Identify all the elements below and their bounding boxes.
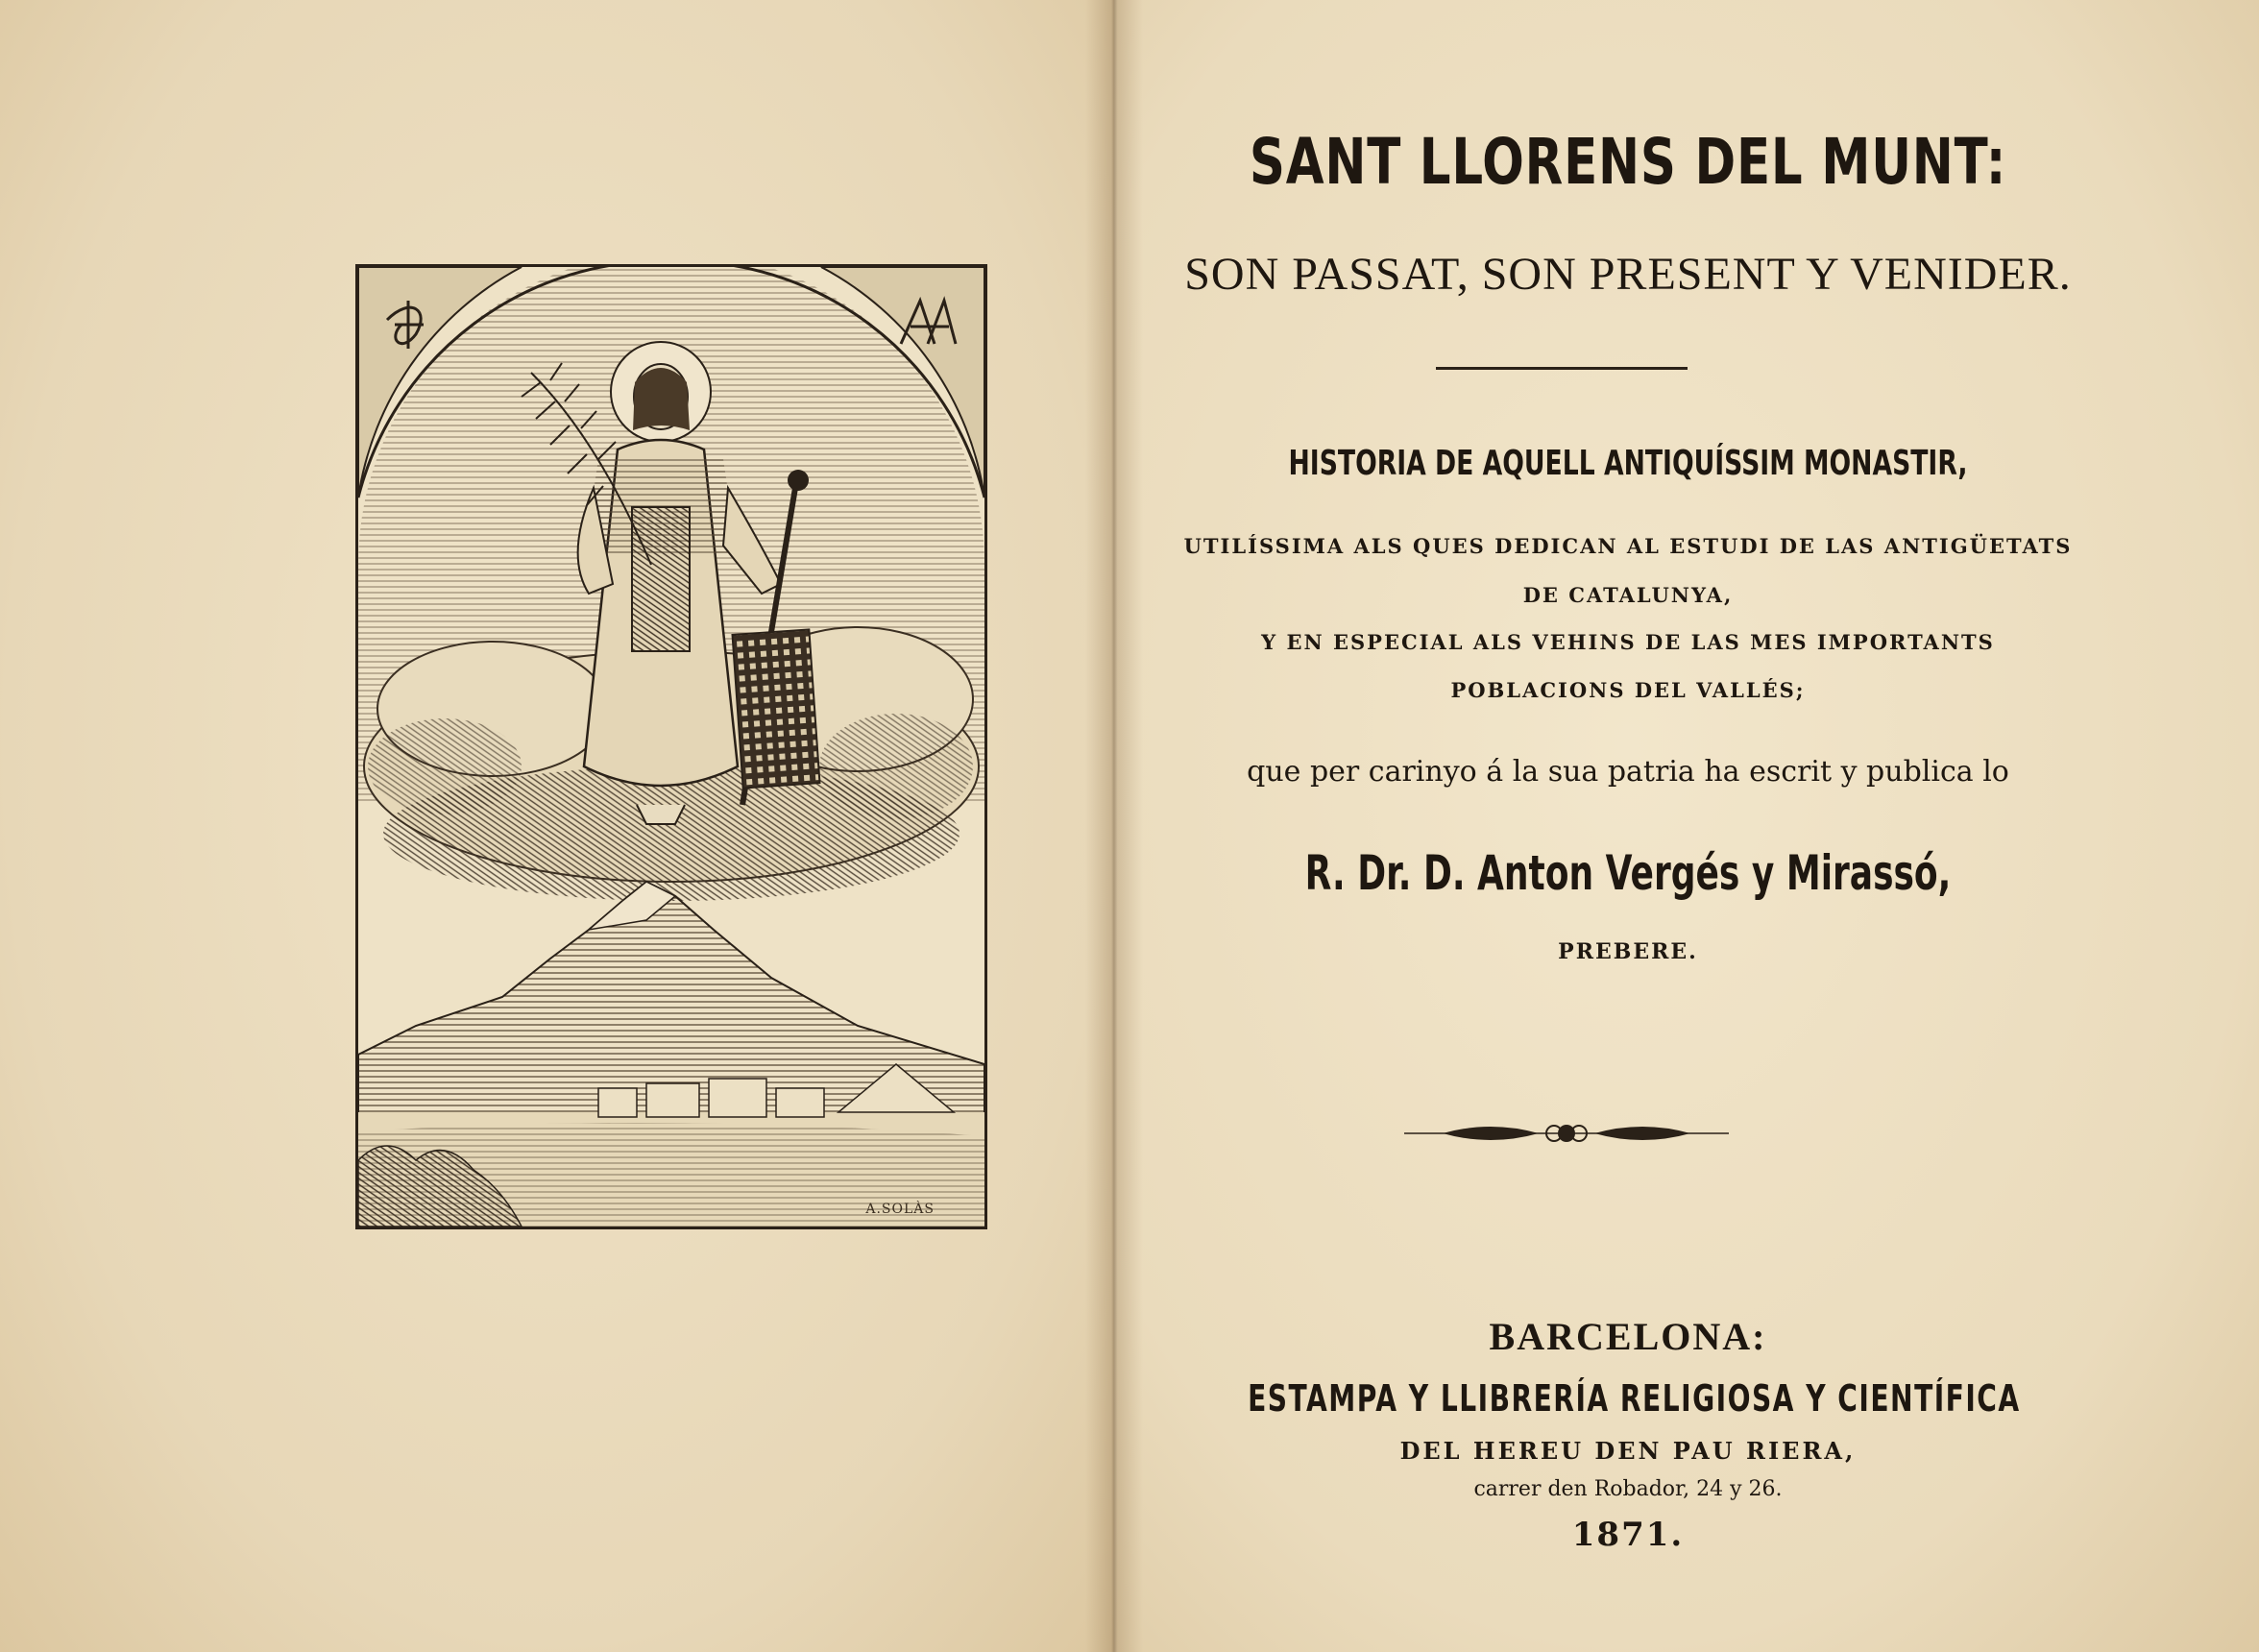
artist-signature: A.SOLÀS	[865, 1202, 935, 1217]
imprint-city: BARCELONA:	[1489, 1315, 1767, 1358]
frontispiece-engraving	[355, 264, 987, 1229]
usefulness-line-1: UTILÍSSIMA ALS QUES DEDICAN AL ESTUDI DE LAS ANTIGÜETATS	[1183, 534, 2073, 558]
saint-lawrence-engraving-art	[358, 267, 984, 1227]
usefulness-line-3: Y EN ESPECIAL ALS VEHINS DE LAS MES IMPORTANTS	[1261, 630, 1995, 654]
dedication-line: que per carinyo á la sua patria ha escrit y publica lo	[1247, 755, 2009, 789]
mountain-landscape	[358, 882, 984, 1227]
history-line: HISTORIA DE AQUELL ANTIQUÍSSIM MONASTIR,	[1288, 444, 1968, 483]
imprint-address: carrer den Robador, 24 y 26.	[1473, 1477, 1783, 1501]
printers-ornament	[1404, 1116, 1729, 1151]
usefulness-line-2: DE CATALUNYA,	[1522, 583, 1734, 607]
title-rule	[1436, 367, 1688, 370]
book-title: SANT LLORENS DEL MUNT:	[1249, 125, 2007, 199]
book-subtitle: SON PASSAT, SON PRESENT Y VENIDER.	[1184, 249, 2072, 300]
imprint-year: 1871.	[1571, 1516, 1685, 1554]
imprint-heir: DEL HEREU DEN PAU RIERA,	[1399, 1437, 1857, 1465]
author-role: PREBERE.	[1558, 939, 1698, 964]
usefulness-line-4: POBLACIONS DEL VALLÉS;	[1450, 678, 1806, 702]
author-name: R. Dr. D. Anton Vergés y Mirassó,	[1304, 845, 1952, 901]
gridiron	[733, 629, 820, 788]
imprint-press: ESTAMPA Y LLIBRERÍA RELIGIOSA Y CIENTÍFICA	[1248, 1377, 2021, 1420]
